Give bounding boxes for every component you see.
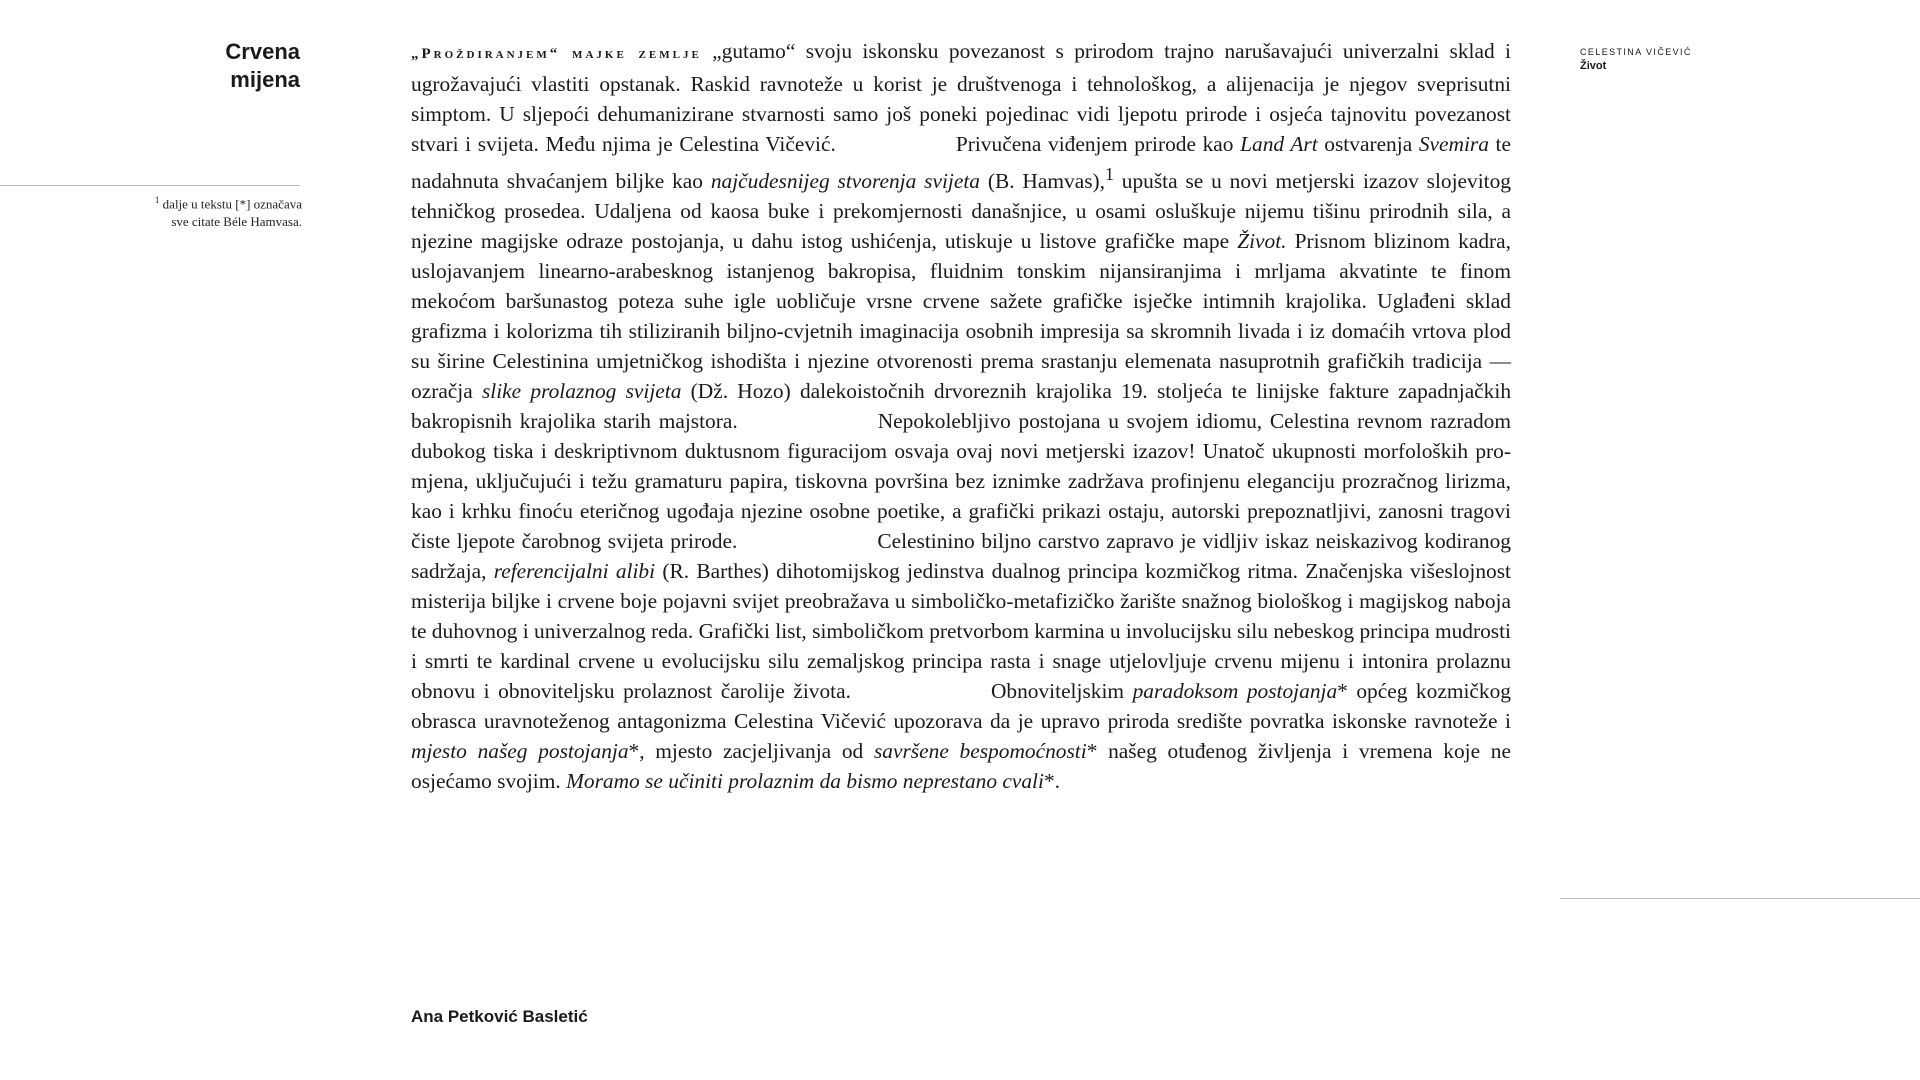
body-segment: *, mjesto zacjeljivanja od: [628, 739, 874, 764]
body-segment: ostvarenja: [1317, 132, 1419, 156]
body-segment: Celestinino biljno carstvo zapravo je vidljiv iskaz neiskazivog kodiranog sadržaja,: [411, 529, 1511, 584]
footnote: [100, 191, 302, 231]
body-text: [411, 36, 1511, 796]
italic-phrase: Svemira: [1418, 132, 1489, 156]
left-divider: [0, 185, 300, 186]
footnote-reference: 1: [1105, 164, 1114, 184]
body-segment: (R. Barthes) dihotomijskog jedinstva dualnog principa kozmičkog ritma. Značenjska višeslojnost misterija biljke i crvene boje pojavni svijet preobražava u simboličko-metafizičko žarište snažnog biološkog i magijskog naboja te duhovnog i univerzalnog reda. Grafički list, simboličkom pretvorbom karmina u involucijsku silu nebeskog principa mudrosti i smrti te kardinal crvene u evolucijsku silu zemaljskog principa rasta i snage utjelovljuje crvenu mijenu i intonira prolaznu obnovu i obnoviteljsku prolaznost čarolije života.: [411, 559, 1512, 704]
article-title-line-2: mijena: [230, 67, 300, 92]
footnote-line-2: sve citate Béle Hamvasa.: [171, 214, 302, 230]
opening-small-caps: „Proždiranjem“ majke zemlje: [411, 46, 702, 62]
article-title-line-1: Crvena: [225, 39, 300, 64]
right-divider: [1560, 898, 1920, 899]
body-segment: te nadahnuta shvaćanjem biljke kao: [411, 132, 1511, 194]
body-paragraph: [411, 36, 1511, 796]
work-title: Život: [1580, 60, 1607, 72]
italic-phrase: najčudesnijeg stvorenja svijeta: [710, 169, 980, 194]
body-segment: „gutamo“ svoju iskonsku povezanost s prirodom trajno narušavajući univerzalni sklad i ugrožavajući vlastiti opstanak. Raskid ravnoteže u korist je društvenoga i tehnološkog, a alijenacija je njegov sveprisutni simptom. U sljepoći dehumanizirane stvarnosti samo još poneki pojedinac vidi ljepotu prirode i osjeća tajnovitu povezanost stvari i svijeta. Među njima je Celestina Vičević.: [411, 39, 1511, 156]
author-name: Ana Petković Basletić: [411, 1007, 588, 1026]
italic-phrase: Moramo se učiniti prolaznim da bismo neprestano cvali: [566, 769, 1044, 794]
body-segment: Prisnom blizinom kadra, uslojavanjem linearno-arabesknog istanjenog bakropisa, fluidnim tonskim nijansiranjima i mrljama akvatinte te finom mekoćom baršunastog poteza suhe igle uobličuje vrsne crvene sažete grafičke isječke intimnih krajolika. Uglađeni sklad grafizma i kolorizma tih stiliziranih biljno-cvjetnih imaginacija osobnih impresija sa skromnih livada i iz domaćih vrtova plod su širine Celestinina umjetničkog ishodišta i njezine otvorenosti prema srastanju elemenata nasuprotnih grafičkih tradicija — ozračja: [411, 229, 1511, 404]
artist-name: CELESTINA VIČEVIĆ: [1580, 47, 1692, 57]
body-segment: upušta se u novi metjerski izazov slojevitog tehničkog prosedea. Udaljena od kaosa buke i prekomjernosti današnjice, u osami osluškuje nijemu tišinu prirodnih sila, a njezine magijske odraze postojanja, u dahu istog ushićenja, utiskuje u listove grafičke mape: [411, 169, 1511, 254]
body-segment: * našeg otuđenog življenja i vremena koje ne osjećamo svojim.: [411, 739, 1511, 794]
footnote-line-1: dalje u tekstu [*] označava: [162, 196, 302, 212]
article-title: [150, 38, 300, 94]
body-segment: *.: [1043, 769, 1060, 794]
italic-phrase: Život.: [1237, 229, 1287, 254]
body-segment: (B. Hamvas),: [980, 169, 1105, 194]
italic-phrase: mjesto našeg postojanja: [411, 739, 629, 764]
body-segment: Nepokolebljivo postojana u svojem idiomu, Celestina revnom razradom dubokog tiska i deskriptivnom duktusnom figuracijom osvaja ovaj novi metjerski izazov! Unatoč ukupnosti morfoloških promjena, uključujući i težu gramaturu papira, tiskovna površina bez iznimke zadržava profinjenu eleganciju prozračnog lirizma, kao i krhku finoću eteričnog ugođaja njezine osobne poetike, a grafički prikazi ostaju, autorski prepoznatljivi, zanosni tragovi čiste ljepote čarobnog svijeta prirode.: [411, 409, 1511, 554]
running-header: [1580, 46, 1692, 74]
italic-phrase: paradoksom postojanja: [1132, 679, 1338, 704]
italic-phrase: referencijalni alibi: [493, 559, 656, 584]
italic-phrase: slike prolaznog svijeta: [481, 379, 682, 404]
footnote-marker: 1: [154, 195, 160, 205]
body-segment: (Dž. Hozo) dalekoistočnih drvoreznih krajolika 19. stoljeća te linijske fakture zapadnjačkih bakropisnih krajolika starih majstora.: [411, 379, 1512, 434]
body-segment: * općeg kozmičkog obrasca uravnoteženog antagonizma Celestina Vičević upozorava da je upravo priroda središte povratka iskonske ravnoteže i: [411, 679, 1511, 734]
body-segment: Obnoviteljskim: [990, 679, 1133, 704]
italic-phrase: Land Art: [1240, 132, 1318, 156]
body-segment: Privučena viđenjem prirode kao: [955, 132, 1241, 156]
italic-phrase: savršene bespomoćnosti: [873, 739, 1087, 764]
